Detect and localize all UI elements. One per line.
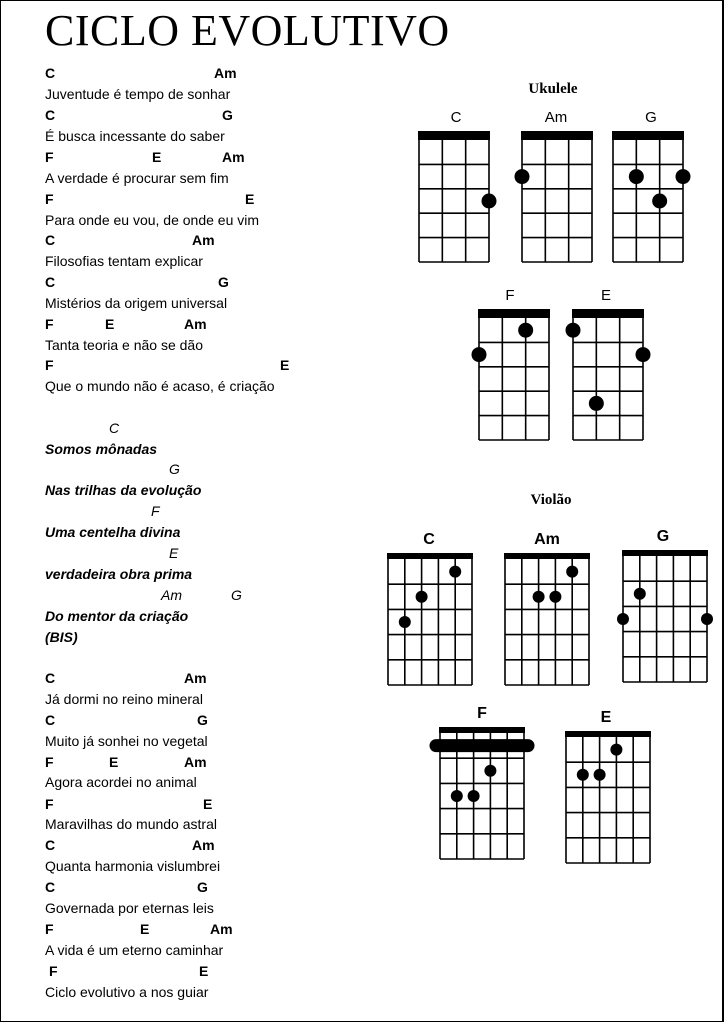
chord-grid [623, 556, 707, 682]
chord-label: C [45, 107, 56, 123]
chord-label: G [231, 587, 242, 603]
chord-diagram-label: G [656, 528, 670, 545]
finger-dot [566, 566, 578, 578]
chord-label: F [45, 149, 54, 165]
chord-label: Am [184, 316, 207, 332]
finger-dot [549, 591, 561, 603]
chord-diagram-label: Am [534, 531, 560, 548]
chord-label: E [203, 796, 213, 812]
chord-label: C [45, 712, 56, 728]
nut-bar [387, 553, 473, 559]
chord-label: F [151, 503, 160, 519]
chord-label: C [45, 837, 56, 853]
nut-bar [521, 131, 593, 140]
lyric-line: Muito já sonhei no vegetal [45, 733, 208, 749]
chord-label: Am [214, 65, 237, 81]
chord-label: Am [222, 149, 245, 165]
chord-diagram-label: C [450, 109, 462, 126]
nut-bar [504, 553, 590, 559]
lyric-line: Agora acordei no animal [45, 774, 197, 790]
finger-dot [518, 323, 533, 338]
song-title: CICLO EVOLUTIVO [45, 6, 450, 55]
finger-dot [472, 347, 487, 362]
finger-dot [468, 790, 480, 802]
finger-dot [482, 194, 497, 209]
chord-label: C [45, 65, 56, 81]
finger-dot [610, 744, 622, 756]
lyric-line: Juventude é tempo de sonhar [45, 86, 231, 102]
finger-dot [566, 323, 581, 338]
chord-label: C [45, 670, 56, 686]
ukulele-chord-diagram-e [570, 309, 646, 449]
chord-label: G [197, 879, 208, 895]
chord-label: G [197, 712, 208, 728]
chord-diagram-label: F [477, 705, 487, 722]
chord-label: Am [192, 837, 215, 853]
chord-label: F [45, 796, 54, 812]
chord-label: E [140, 921, 150, 937]
chord-label: F [45, 921, 54, 937]
chord-label: G [218, 274, 229, 290]
lyric-line: Já dormi no reino mineral [45, 691, 203, 707]
finger-dot [676, 169, 691, 184]
violao-chord-diagram-e [562, 731, 654, 867]
lyric-line: Que o mundo não é acaso, é criação [45, 378, 275, 394]
chord-grid [566, 737, 650, 863]
chord-label: E [245, 191, 255, 207]
chord-label: Am [184, 754, 207, 770]
ukulele-chord-diagram-c [416, 131, 492, 271]
lyric-line: A vida é um eterno caminhar [45, 942, 224, 958]
chord-label: C [109, 420, 120, 436]
chord-label: E [152, 149, 162, 165]
chorus-line: Somos mônadas [45, 441, 158, 457]
finger-dot [484, 765, 496, 777]
finger-dot [589, 396, 604, 411]
chord-diagram-label: E [600, 287, 612, 304]
chord-label: F [45, 357, 54, 373]
violao-heading: Violão [530, 492, 572, 508]
finger-dot [416, 591, 428, 603]
nut-bar [478, 309, 550, 318]
chord-grid [479, 318, 549, 440]
lyric-line: Para onde eu vou, de onde eu vim [45, 212, 260, 228]
chord-label: E [280, 357, 290, 373]
lyric-line: Tanta teoria e não se dão [45, 337, 204, 353]
lyric-line: Ciclo evolutivo a nos guiar [45, 984, 209, 1000]
violao-chord-diagram-g [619, 550, 711, 686]
chord-label: F [45, 754, 54, 770]
chord-grid [419, 140, 489, 262]
chord-diagram-label: E [600, 709, 612, 726]
violao-chord-diagram-c [384, 553, 476, 689]
chord-label: G [169, 461, 180, 477]
chord-diagram-label: G [645, 109, 657, 126]
chord-label: C [45, 879, 56, 895]
ukulele-chord-diagram-g [610, 131, 686, 271]
chord-label: E [109, 754, 119, 770]
chord-grid [522, 140, 592, 262]
chorus-line: Do mentor da criação [45, 608, 189, 624]
violao-chord-diagram-f [436, 727, 528, 863]
lyric-line: A verdade é procurar sem fim [45, 170, 229, 186]
finger-dot [701, 613, 713, 625]
chord-label: Am [210, 921, 233, 937]
finger-dot [594, 769, 606, 781]
finger-dot [533, 591, 545, 603]
lyric-line: Filosofias tentam explicar [45, 253, 203, 269]
chorus-line: verdadeira obra prima [45, 566, 193, 582]
finger-dot [449, 566, 461, 578]
chord-grid [613, 140, 683, 262]
finger-dot [451, 790, 463, 802]
chord-label: E [105, 316, 115, 332]
chord-label: F [45, 191, 54, 207]
nut-bar [622, 550, 708, 556]
nut-bar [612, 131, 684, 140]
chord-label: Am [161, 587, 182, 603]
chord-label: F [49, 963, 58, 979]
finger-dot [577, 769, 589, 781]
chorus-line: Nas trilhas da evolução [45, 482, 202, 498]
finger-dot [636, 347, 651, 362]
bis-marker: (BIS) [45, 629, 78, 645]
ukulele-chord-diagram-f [476, 309, 552, 449]
nut-bar [418, 131, 490, 140]
chord-label: F [45, 316, 54, 332]
ukulele-heading: Ukulele [528, 81, 578, 97]
chord-diagram-label: C [423, 531, 435, 548]
chorus-line: Uma centelha divina [45, 524, 181, 540]
finger-dot [399, 616, 411, 628]
lyric-line: Mistérios da origem universal [45, 295, 228, 311]
chord-grid [505, 559, 589, 685]
chord-diagram-label: F [505, 287, 515, 304]
finger-dot [634, 588, 646, 600]
lyric-line: É busca incessante do saber [45, 128, 225, 144]
chord-label: C [45, 274, 56, 290]
lyric-line: Maravilhas do mundo astral [45, 816, 217, 832]
nut-bar [439, 727, 525, 733]
chord-label: E [169, 545, 179, 561]
lyric-line: Governada por eternas leis [45, 900, 214, 916]
chord-label: C [45, 232, 56, 248]
chord-grid [573, 318, 643, 440]
lyric-line: Quanta harmonia vislumbrei [45, 858, 221, 874]
chord-label: Am [184, 670, 207, 686]
ukulele-chord-diagram-am [519, 131, 595, 271]
chord-label: Am [192, 232, 215, 248]
finger-dot [652, 194, 667, 209]
chord-diagram-label: Am [544, 109, 568, 126]
chord-label: E [199, 963, 209, 979]
chord-label: G [222, 107, 233, 123]
finger-dot [515, 169, 530, 184]
finger-dot [629, 169, 644, 184]
finger-dot [617, 613, 629, 625]
violao-chord-diagram-am [501, 553, 593, 689]
nut-bar [565, 731, 651, 737]
nut-bar [572, 309, 644, 318]
